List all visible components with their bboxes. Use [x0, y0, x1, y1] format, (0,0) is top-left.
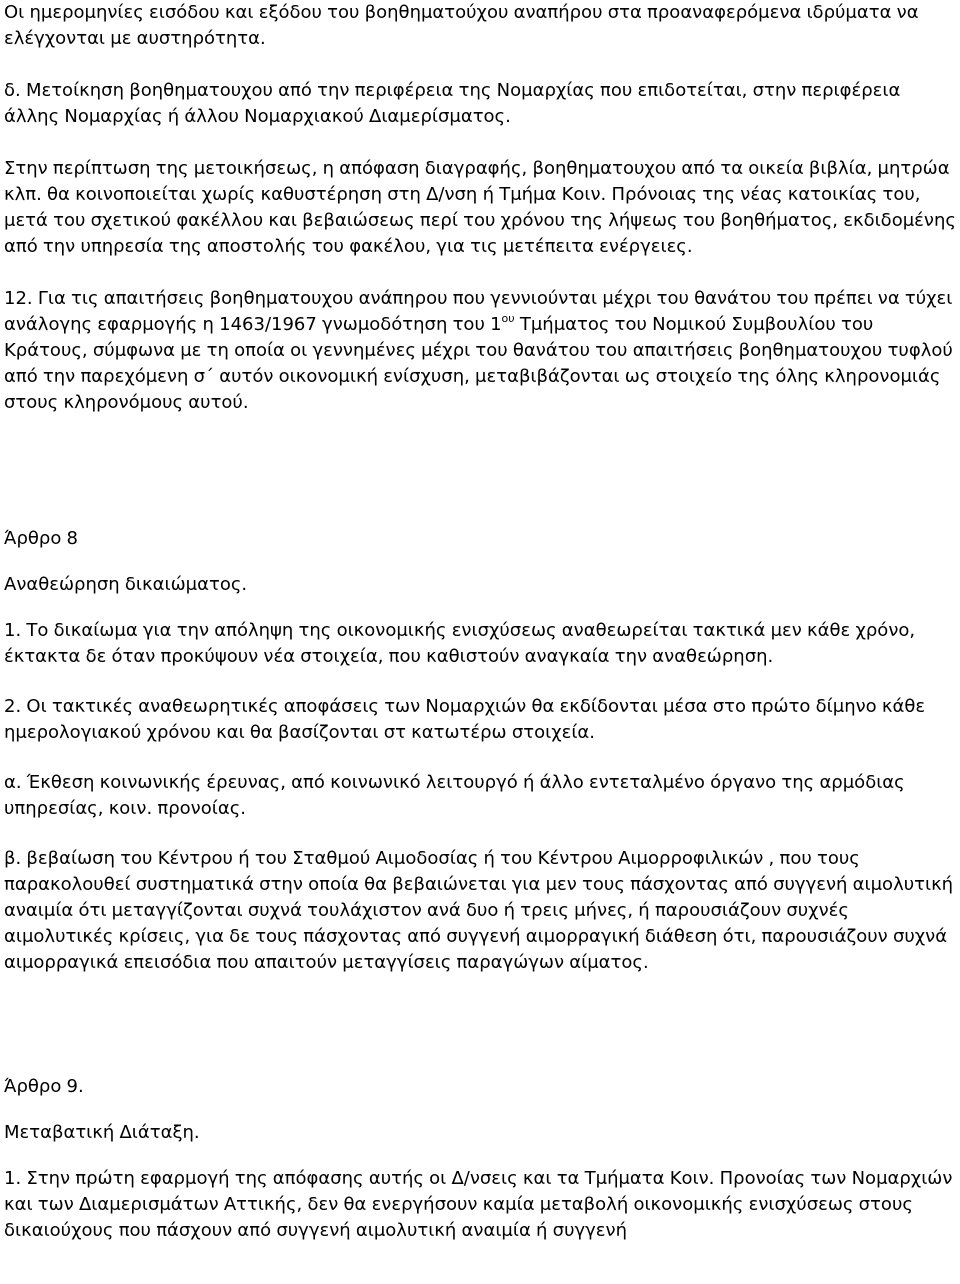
item-delta-paragraph: δ. Μετοίκηση βοηθηματουχου από την περιφέρεια της Νομαρχίας που επιδοτείται, στην περιφέρεια άλλης Νομαρχίας ή άλλου Νομαρχιακού Διαμερίσματος.	[4, 80, 901, 127]
article-9-paragraph-1: 1. Στην πρώτη εφαρμογή της απόφασης αυτής οι Δ/νσεις και τα Τμήματα Κοιν. Προνοίας των Νομαρχιών και των Διαμερισμάτων Αττικής, δεν θα ενεργήσουν καμία μεταβολή οικονομικής ενισχύσεως στους δικαιούχους που πάσχουν από συγγενή αιμολυτική αναιμία ή συγγενή	[4, 1168, 953, 1241]
item-12-superscript: ου	[501, 312, 515, 325]
article-8-paragraph-a: α. Έκθεση κοινωνικής έρευνας, από κοινωνικό λειτουργό ή άλλο εντεταλμένο όργανο της αρμόδιας υπηρεσίας, κοιν. προνοίας.	[4, 772, 905, 819]
item-12-paragraph	[4, 286, 956, 416]
relocation-case-paragraph: Στην περίπτωση της μετοικήσεως, η απόφαση διαγραφής, βοηθηματουχου από τα οικεία βιβλία, μητρώα κλπ. θα κοινοποιείται χωρίς καθυστέρηση στη Δ/νση ή Τμήμα Κοιν. Πρόνοιας της νέας κατοικίας του, μετά του σχετικού φακέλλου και βεβαιώσεως περί του χρόνου της λήψεως του βοηθήματος, εκδιδομένης από την υπηρεσία της αποστολής του φακέλου, για τις μετέπειτα ενέργειες.	[4, 158, 956, 257]
intro-paragraph: Οι ημερομηνίες εισόδου και εξόδου του βοηθηματούχου αναπήρου στα προαναφερόμενα ιδρύματα να ελέγχονται με αυστηρότητα.	[4, 2, 919, 49]
article-9-title: Μεταβατική Διάταξη.	[4, 1122, 200, 1143]
document-page	[4, 0, 956, 1244]
article-8-heading: Άρθρο 8	[4, 528, 79, 549]
item-12-text-before: 12. Για τις απαιτήσεις βοηθηματουχου ανάπηρου που γεννιούνται μέχρι του θανάτου του πρέπει να τύχει ανάλογης εφαρμογής η 1463/1967 γνωμοδότηση του 1	[4, 288, 953, 335]
article-8-paragraph-b: β. βεβαίωση του Κέντρου ή του Σταθμού Αιμοδοσίας ή του Κέντρου Αιμορροφιλικών , που τους παρακολουθεί συστηματικά στην οποία θα βεβαιώνεται για μεν τους πάσχοντας από συγγενή αιμολυτική αναιμία ότι μεταγγίζονται συχνά τουλάχιστον ανά δυο ή τρεις μήνες, ή παρουσιάζουν συχνές αιμολυτικές κρίσεις, για δε τους πάσχοντας από συγγενή αιμορραγική διάθεση ότι, παρουσιάζουν συχνά αιμορραγικά επεισόδια που απαιτούν μεταγγίσεις παραγώγων αίματος.	[4, 848, 954, 973]
article-8-paragraph-2: 2. Οι τακτικές αναθεωρητικές αποφάσεις των Νομαρχιών θα εκδίδονται μέσα στο πρώτο δίμηνο κάθε ημερολογιακού χρόνου και θα βασίζονται στ κατωτέρω στοιχεία.	[4, 696, 926, 743]
article-8-paragraph-1: 1. Το δικαίωμα για την απόληψη της οικονομικής ενισχύσεως αναθεωρείται τακτικά μεν κάθε χρόνο, έκτακτα δε όταν προκύψουν νέα στοιχεία, που καθιστούν αναγκαία την αναθεώρηση.	[4, 620, 916, 667]
item-12-text-after: Τμήματος του Νομικού Συμβουλίου του Κράτους, σύμφωνα με τη οποία οι γεννημένες μέχρι του θανάτου του απαιτήσεις βοηθηματουχου τυφλού από την παρεχόμενη σ΄ αυτόν οικονομική ενίσχυση, μεταβιβάζονται ως στοιχείο της όλης κληρονομιάς στους κληρονόμους αυτού.	[4, 314, 953, 413]
article-8-title: Αναθεώρηση δικαιώματος.	[4, 574, 248, 595]
article-9-heading: Άρθρο 9.	[4, 1076, 84, 1097]
